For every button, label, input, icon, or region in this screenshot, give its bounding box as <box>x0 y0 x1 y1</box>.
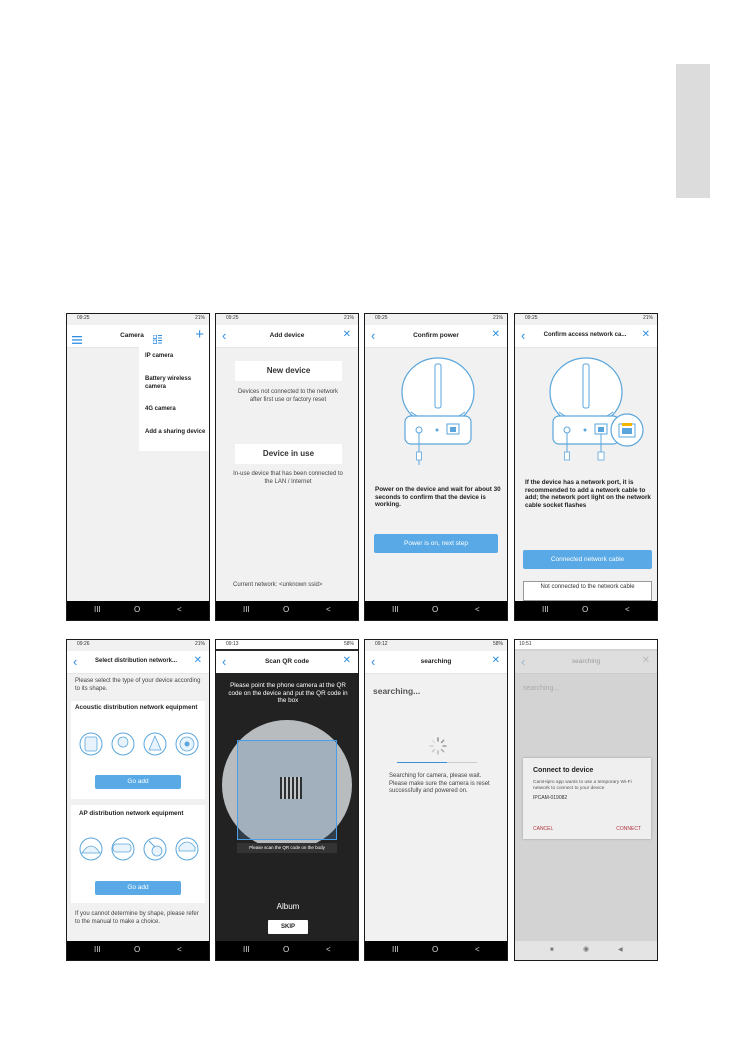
back-button[interactable]: < <box>475 605 480 614</box>
close-icon[interactable]: ✕ <box>641 329 650 340</box>
top-bar <box>515 651 657 674</box>
recent-apps-button[interactable]: III <box>243 605 250 614</box>
back-button[interactable]: < <box>326 945 331 954</box>
device-in-use-option[interactable] <box>235 444 342 464</box>
home-button[interactable]: O <box>432 605 439 614</box>
menu-item-ip-camera[interactable]: IP camera <box>145 353 174 359</box>
add-device-menu <box>139 347 209 451</box>
battery-level: 58% <box>492 641 503 647</box>
power-on-next-button[interactable]: Power is on, next step <box>374 534 498 553</box>
battery-level: 21% <box>343 315 354 321</box>
back-arrow-icon[interactable]: ‹ <box>521 654 526 669</box>
recent-apps-button[interactable]: III <box>243 945 250 954</box>
android-nav-bar <box>216 601 358 620</box>
manual-footer-note: If you cannot determine by shape, please refer to the manual to make a choice. <box>75 911 199 925</box>
page-title: searching <box>420 658 452 665</box>
home-button[interactable]: O <box>582 605 589 614</box>
battery-level: 58% <box>343 641 354 647</box>
back-arrow-icon[interactable]: ‹ <box>521 328 526 343</box>
back-arrow-icon[interactable]: ‹ <box>73 654 78 669</box>
new-device-label: New device <box>266 366 311 375</box>
back-arrow-icon[interactable]: ‹ <box>371 654 376 669</box>
page-title: searching <box>571 658 601 665</box>
acoustic-go-add-button[interactable]: Go add <box>95 775 181 789</box>
recent-apps-button[interactable]: III <box>392 945 399 954</box>
home-button[interactable]: O <box>283 605 290 614</box>
loading-spinner-icon <box>429 737 447 760</box>
search-progress-track <box>397 762 477 763</box>
close-icon[interactable]: ✕ <box>193 655 202 666</box>
close-icon[interactable]: ✕ <box>342 655 351 666</box>
new-device-option[interactable] <box>235 361 342 381</box>
back-button[interactable]: < <box>326 605 331 614</box>
android-nav-bar <box>365 601 507 620</box>
recent-apps-button[interactable]: III <box>94 605 101 614</box>
album-link[interactable]: Album <box>276 902 300 911</box>
add-icon[interactable]: + <box>195 326 204 343</box>
power-instruction: Power on the device and wait for about 30 seconds to confirm that the device is working. <box>375 486 501 508</box>
home-button[interactable]: O <box>283 945 290 954</box>
acoustic-network-card <box>71 701 205 799</box>
android-nav-bar <box>515 941 657 960</box>
searching-heading: searching... <box>523 685 560 692</box>
select-type-intro: Please select the type of your device according to its shape. <box>75 678 201 692</box>
new-device-description: Devices not connected to the network after first use or factory reset <box>237 389 339 403</box>
back-button[interactable]: < <box>177 605 182 614</box>
close-icon[interactable]: ✕ <box>491 329 500 340</box>
home-button[interactable]: ◉ <box>583 946 590 953</box>
status-bar: 09:25 21% <box>375 315 503 321</box>
android-nav-bar <box>67 601 209 620</box>
current-network: Current network: <unknown ssid> <box>233 582 323 588</box>
device-in-use-description: In-use device that has been connected to the LAN / Internet <box>233 471 343 485</box>
status-bar: 09:26 21% <box>77 641 205 647</box>
android-nav-bar <box>67 941 209 960</box>
screen-confirm-power <box>364 313 508 621</box>
status-bar: 10:51 <box>515 640 657 649</box>
status-bar: 09:12 58% <box>375 641 503 647</box>
page-title: Select distribution network... <box>94 658 177 664</box>
android-nav-bar <box>515 601 657 620</box>
camera-type-icon <box>77 835 201 868</box>
top-bar <box>216 651 358 674</box>
close-icon[interactable]: ✕ <box>641 655 650 666</box>
back-arrow-icon[interactable]: ‹ <box>222 328 227 343</box>
battery-level: 21% <box>642 315 653 321</box>
screen-add-device <box>215 313 359 621</box>
screen-confirm-network-cable <box>514 313 658 621</box>
network-port-instruction: If the device has a network port, it is recommended to add a network cable to add; the network port light on the network cable socket flashes <box>525 479 651 509</box>
screen-camera-menu <box>66 313 210 621</box>
connected-network-cable-button[interactable]: Connected network cable <box>523 550 652 569</box>
ap-go-add-button[interactable]: Go add <box>95 881 181 895</box>
section-tab <box>676 64 710 198</box>
qr-code-icon <box>280 777 302 799</box>
back-button[interactable]: < <box>475 945 480 954</box>
battery-level: 21% <box>492 315 503 321</box>
top-bar <box>67 325 209 348</box>
status-bar: 09:25 21% <box>525 315 653 321</box>
status-bar: 09:25 21% <box>226 315 354 321</box>
dialog-title: Connect to device <box>533 767 594 774</box>
page-title: Confirm power <box>413 332 459 339</box>
home-button[interactable]: O <box>134 945 141 954</box>
scan-instruction: Please point the phone camera at the QR code on the device and put the QR code in the box <box>228 682 348 704</box>
status-bar: 09:25 21% <box>77 315 205 321</box>
device-in-use-label: Device in use <box>262 449 315 458</box>
not-connected-cable-button[interactable]: Not connected to the network cable <box>523 581 652 601</box>
connect-button[interactable]: CONNECT <box>616 826 641 832</box>
top-bar <box>365 651 507 674</box>
scan-hint-text: Please scan the QR code on the body <box>249 845 325 850</box>
battery-level: 21% <box>194 315 205 321</box>
recent-apps-button[interactable]: ■ <box>550 947 554 953</box>
skip-button[interactable]: SKIP <box>268 920 308 934</box>
ap-network-title: AP distribution network equipment <box>79 810 184 817</box>
screen-scan-qr-code <box>215 639 359 961</box>
battery-level: 21% <box>194 641 205 647</box>
recent-apps-button[interactable]: III <box>94 945 101 954</box>
page-title: Scan QR code <box>264 658 310 665</box>
scan-hint-bar <box>237 843 337 853</box>
dialog-network-name: IPCAM-019082 <box>533 795 568 801</box>
menu-item-battery-camera[interactable]: Battery wireless camera <box>145 376 192 390</box>
back-arrow-icon[interactable]: ‹ <box>222 654 227 669</box>
page-title: Camera <box>120 332 144 339</box>
top-bar <box>515 325 657 348</box>
ap-network-card <box>71 805 205 903</box>
back-button[interactable]: ◀ <box>618 947 623 953</box>
camera-type-icon <box>77 731 201 762</box>
home-button[interactable]: O <box>134 605 141 614</box>
close-icon[interactable]: ✕ <box>342 329 351 340</box>
searching-description: Searching for camera, please wait. Please make sure the camera is reset successfully and powered on. <box>389 773 490 794</box>
top-bar <box>216 325 358 348</box>
screen-searching <box>364 639 508 961</box>
status-bar: 09:13 58% <box>216 640 358 649</box>
back-button[interactable]: < <box>625 605 630 614</box>
home-button[interactable]: O <box>432 945 439 954</box>
top-bar <box>67 651 209 674</box>
back-arrow-icon[interactable]: ‹ <box>371 328 376 343</box>
dialog-message: CamHipro app wants to use a temporary Wi-Fi network to connect to your device <box>533 780 632 791</box>
camera-back-illustration <box>393 354 483 466</box>
screen-select-distribution-network <box>66 639 210 961</box>
page-title: Add device <box>269 332 305 339</box>
recent-apps-button[interactable]: III <box>392 605 399 614</box>
recent-apps-button[interactable]: III <box>542 605 549 614</box>
search-progress-fill <box>397 762 447 763</box>
menu-item-sharing-device[interactable]: Add a sharing device <box>145 429 206 435</box>
android-nav-bar <box>365 941 507 960</box>
back-button[interactable]: < <box>177 945 182 954</box>
android-nav-bar <box>216 941 358 960</box>
acoustic-network-title: Acoustic distribution network equipment <box>75 704 198 711</box>
connect-dialog <box>523 758 651 839</box>
camera-network-port-illustration <box>541 354 651 466</box>
screen-connect-dialog <box>514 639 658 961</box>
page-title: Confirm access network ca... <box>543 332 627 338</box>
top-bar <box>365 325 507 348</box>
menu-item-4g-camera[interactable]: 4G camera <box>145 406 176 412</box>
close-icon[interactable]: ✕ <box>491 655 500 666</box>
cancel-button[interactable]: CANCEL <box>533 826 554 832</box>
searching-heading: searching... <box>373 686 421 696</box>
